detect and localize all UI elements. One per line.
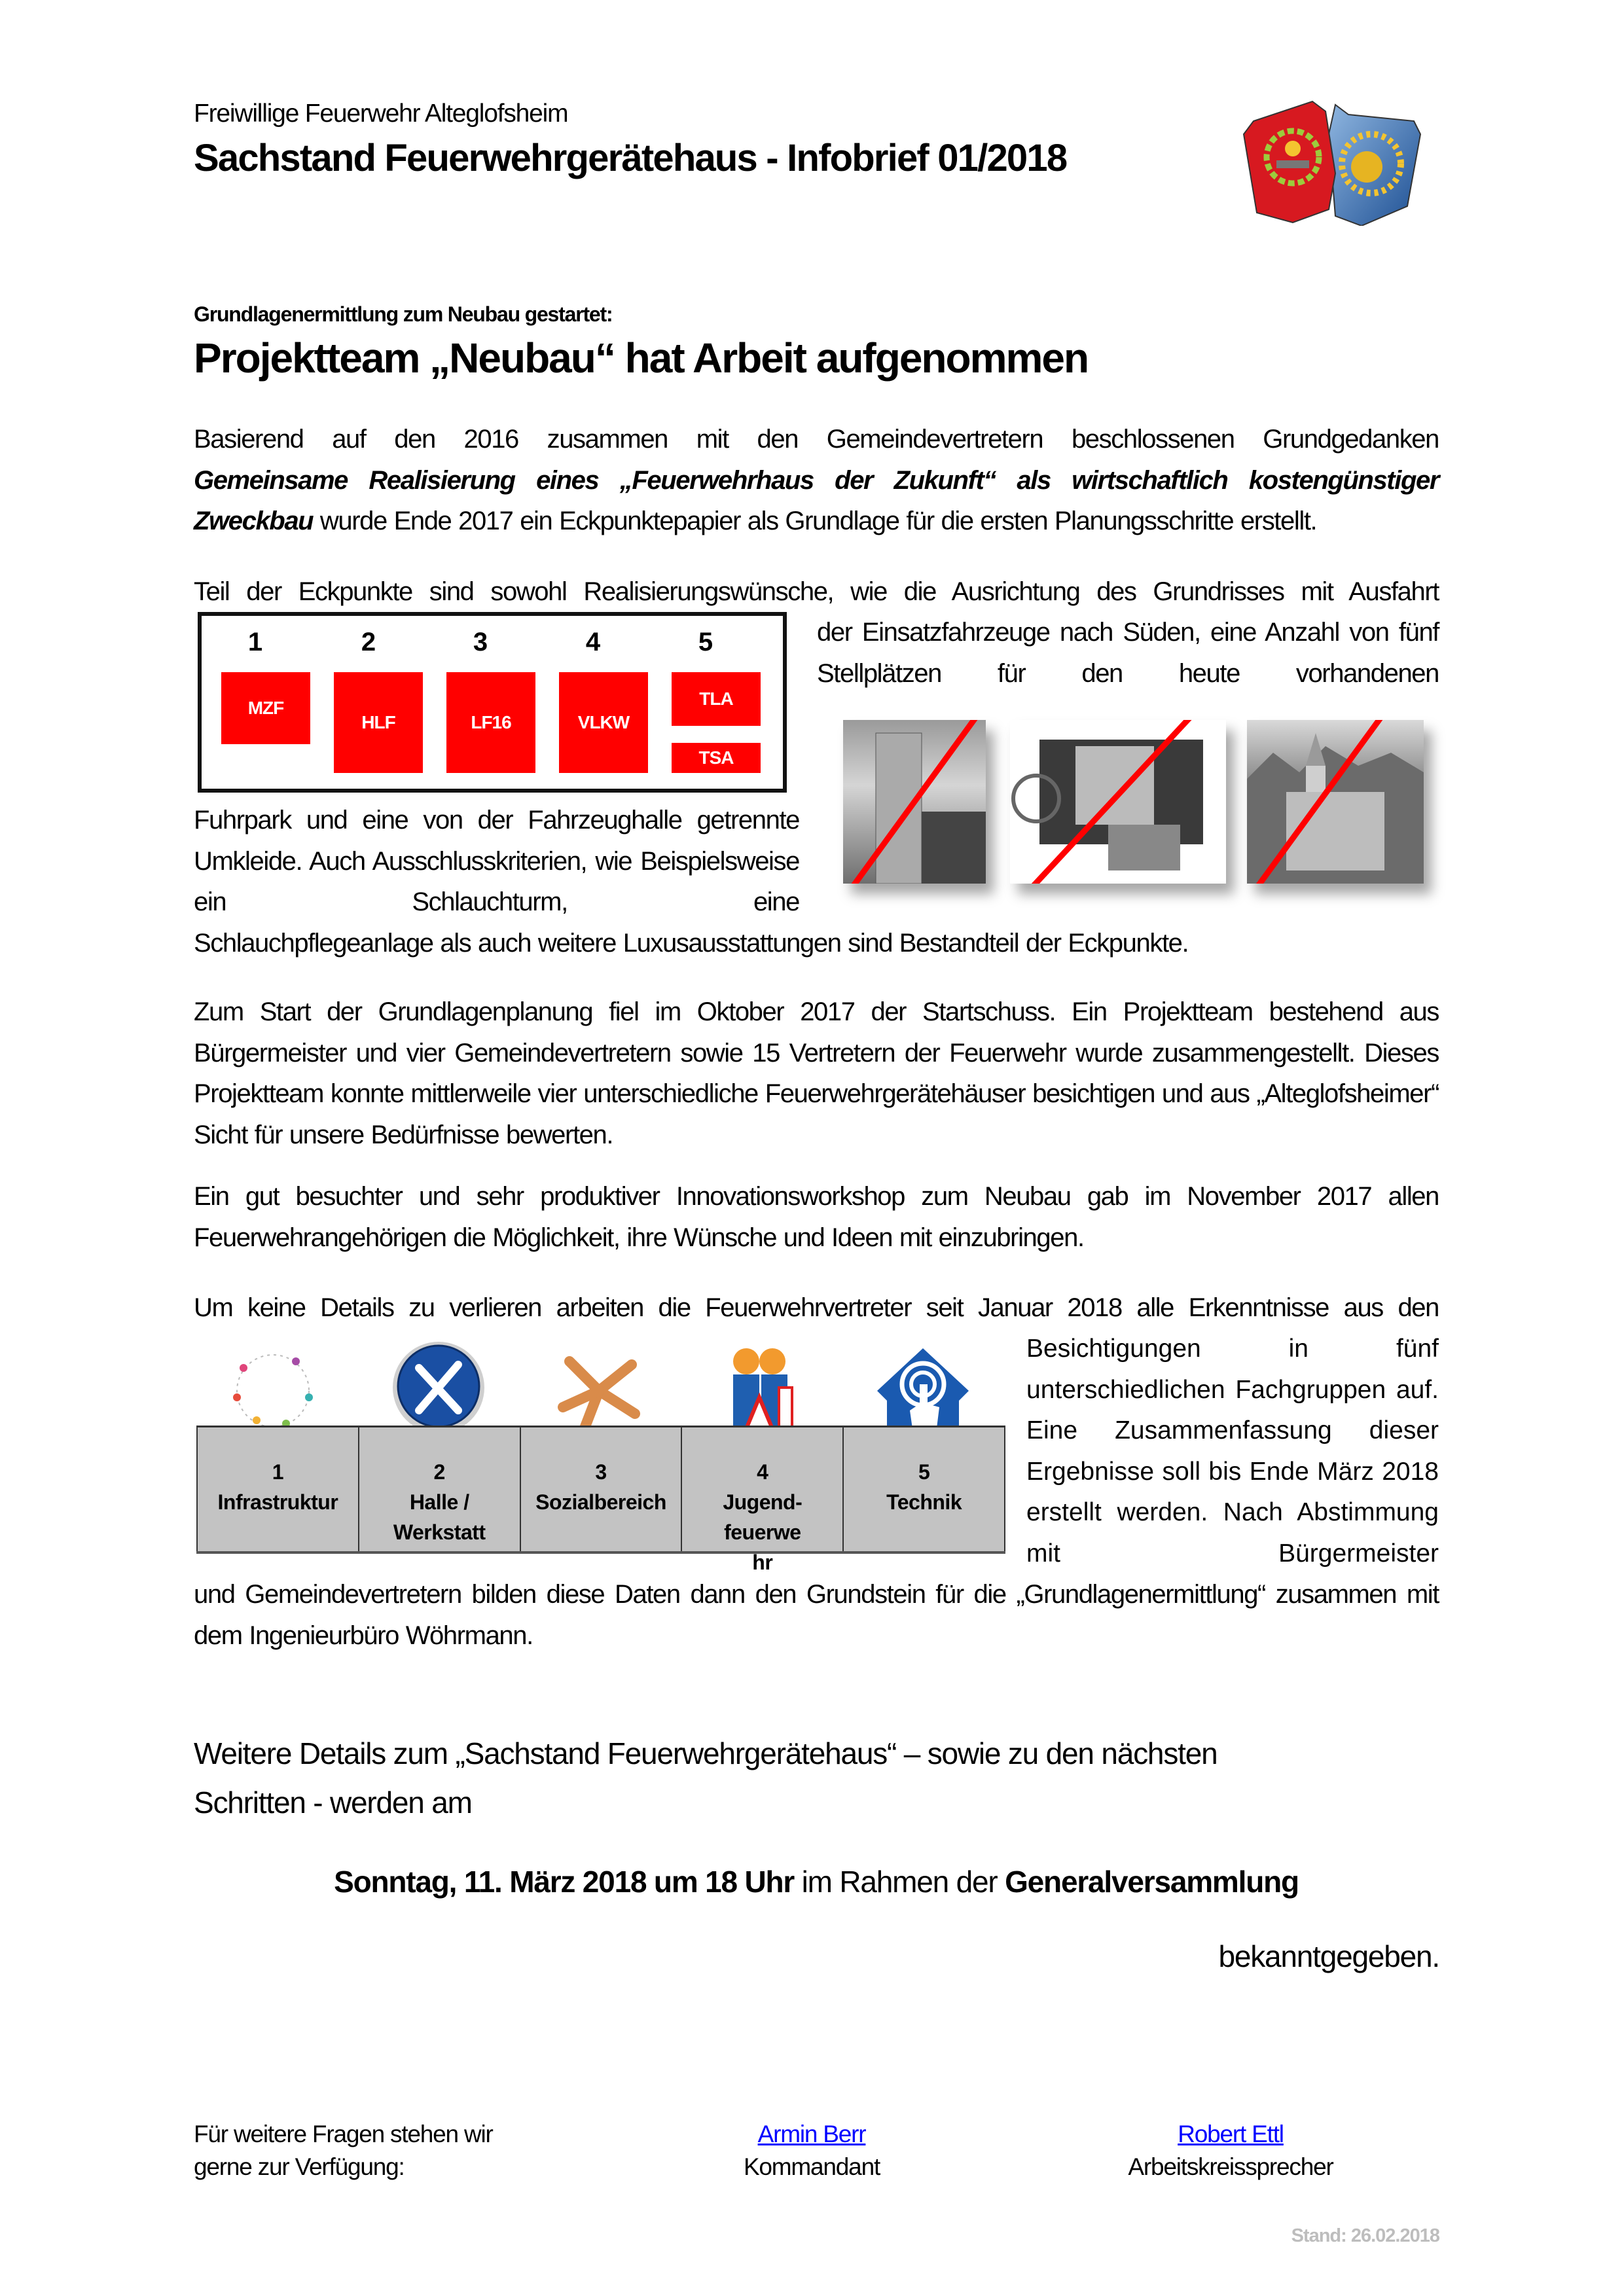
- workgroup-halle-werkstatt: [358, 1427, 520, 1551]
- contact-intro: [194, 2118, 493, 2183]
- bay-number: 3: [473, 628, 488, 656]
- workgroup-label: Infrastruktur: [217, 1490, 338, 1514]
- workgroup-sozialbereich: [520, 1427, 681, 1551]
- contact-link-robert-ettl[interactable]: Robert Ettl: [1178, 2121, 1284, 2147]
- paragraph-2-line-1: Teil der Eckpunkte sind sowohl Realisierungswünsche, wie die Ausrichtung des Grundrisses mit Ausfahrt: [194, 577, 1439, 606]
- coat-of-arms-icon: [1231, 95, 1427, 226]
- contact-spokesperson: [1067, 2118, 1394, 2183]
- paragraph-2-last: Schlauchpflegeanlage als auch weitere Luxusausstattungen sind Bestandteil der Eckpunkte.: [194, 929, 1189, 958]
- bay-tla: TLA: [672, 672, 761, 726]
- bay-lf16: LF16: [446, 672, 535, 773]
- paragraph-2-side: der Einsatzfahrzeuge nach Süden, eine Anzahl von fünf Stellplätzen für den heute vorhandenen: [817, 618, 1439, 688]
- contact-intro-line-1: Für weitere Fragen stehen wir: [194, 2121, 493, 2147]
- workgroup-infrastruktur: [196, 1427, 358, 1551]
- document-title: Sachstand Feuerwehrgerätehaus - Infobrief 01/2018: [194, 137, 1067, 179]
- contact-intro-line-2: gerne zur Verfügung:: [194, 2153, 405, 2180]
- workgroup-label: Jugend-feuerwehr: [723, 1490, 803, 1574]
- paragraph-5-last: und Gemeindevertretern bilden diese Daten dann den Grundstein für die „Grundlagenermittlung“ zusammen mit dem Ingenieurbüro Wöhrmann.: [194, 1580, 1439, 1650]
- paragraph-5-line-1: Um keine Details zu verlieren arbeiten die Feuerwehrvertreter seit Januar 2018 alle Erkenntnisse aus den: [194, 1293, 1439, 1322]
- bay-tsa: TSA: [672, 743, 761, 773]
- workgroup-number: 3: [595, 1460, 607, 1484]
- event-announcement: [194, 1864, 1439, 1899]
- paragraph-1-rest: wurde Ende 2017 ein Eckpunktepapier als Grundlage für die ersten Planungsschritte erstellt.: [313, 507, 1317, 535]
- contact-commander: [681, 2118, 943, 2183]
- organization-name: Freiwillige Feuerwehr Alteglofsheim: [194, 99, 568, 128]
- article-kicker: Grundlagenermittlung zum Neubau gestartet:: [194, 302, 613, 326]
- workgroup-jugendfeuerwehr: [681, 1427, 842, 1574]
- contact-role: Arbeitskreissprecher: [1128, 2153, 1333, 2180]
- vehicle-bay-diagram: [198, 612, 787, 793]
- hose-tower-photo-icon: [843, 720, 986, 884]
- bay-number: 5: [698, 628, 713, 656]
- status-date: Stand: 26.02.2018: [1291, 2225, 1439, 2246]
- workgroup-number: 2: [433, 1460, 445, 1484]
- workgroup-number: 4: [757, 1460, 768, 1484]
- paragraph-1-line-1: Basierend auf den 2016 zusammen mit den Gemeindevertretern beschlossenen Grundgedanken: [194, 425, 1439, 454]
- bay-number: 4: [585, 628, 601, 656]
- workgroup-label: Sozialbereich: [535, 1490, 666, 1514]
- paragraph-1-body: [194, 460, 1439, 542]
- event-name: Generalversammlung: [1005, 1865, 1299, 1899]
- bay-number: 1: [247, 628, 263, 656]
- paragraph-3: Zum Start der Grundlagenplanung fiel im Oktober 2017 der Startschuss. Ein Projektteam bestehend aus Bürgermeister und vier Gemeindevertretern sowie 15 Vertretern der Feuerwehr wurde zusammengestellt. Dieses Projektteam konnte mittlerweile vier unterschiedliche Feuerwehrgerätehäuser besichtigen und aus „Alteglofsheimer“ Sicht für unsere Bedürfnisse bewerten.: [194, 997, 1439, 1149]
- hose-care-machine-photo-icon: [1010, 720, 1226, 884]
- paragraph-1-emphasis: Gemeinsame Realisierung eines „Feuerwehrhaus der Zukunft“ als wirtschaftlich kostengünstiger Zweckbau: [194, 465, 1439, 535]
- paragraph-5-side: Besichtigungen in fünf unterschiedlichen Fachgruppen auf. Eine Zusammenfassung dieser Ergebnisse soll bis Ende März 2018 erstellt werden. Nach Abstimmung mit Bürgermeister: [1026, 1335, 1439, 1568]
- workgroup-table: [196, 1426, 1005, 1574]
- event-date: Sonntag, 11. März 2018 um 18 Uhr: [334, 1865, 795, 1899]
- workgroup-label: Halle / Werkstatt: [393, 1490, 486, 1544]
- contact-role: Kommandant: [743, 2153, 880, 2180]
- bay-hlf: HLF: [334, 672, 423, 773]
- paragraph-2-left: Fuhrpark und eine von der Fahrzeughalle getrennte Umkleide. Auch Ausschlusskriterien, wie Beispielsweise ein Schlauchturm, eine: [194, 806, 799, 916]
- workgroup-label: Technik: [886, 1490, 962, 1514]
- paragraph-1: [194, 419, 1439, 542]
- paragraph-4: Ein gut besuchter und sehr produktiver Innovationsworkshop zum Neubau gab im November 2017 allen Feuerwehrangehörigen die Möglichkeit, ihre Wünsche und Ideen mit einzubringen.: [194, 1182, 1439, 1252]
- closing-line-1: Weitere Details zum „Sachstand Feuerwehrgerätehaus“ – sowie zu den nächsten: [194, 1736, 1218, 1770]
- bay-vlkw: VLKW: [559, 672, 648, 773]
- closing-line-2: Schritten - werden am: [194, 1785, 472, 1820]
- castle-photo-icon: [1247, 720, 1424, 884]
- closing-line-4: bekanntgegeben.: [1218, 1939, 1439, 1973]
- bay-number: 2: [361, 628, 376, 656]
- event-mid: im Rahmen der: [794, 1865, 1005, 1899]
- article-headline: Projektteam „Neubau“ hat Arbeit aufgenommen: [194, 334, 1089, 382]
- workgroup-number: 5: [918, 1460, 930, 1484]
- contact-link-armin-berr[interactable]: Armin Berr: [757, 2121, 866, 2147]
- workgroup-number: 1: [272, 1460, 284, 1484]
- bay-mzf: MZF: [221, 672, 310, 744]
- workgroup-technik: [842, 1427, 1005, 1551]
